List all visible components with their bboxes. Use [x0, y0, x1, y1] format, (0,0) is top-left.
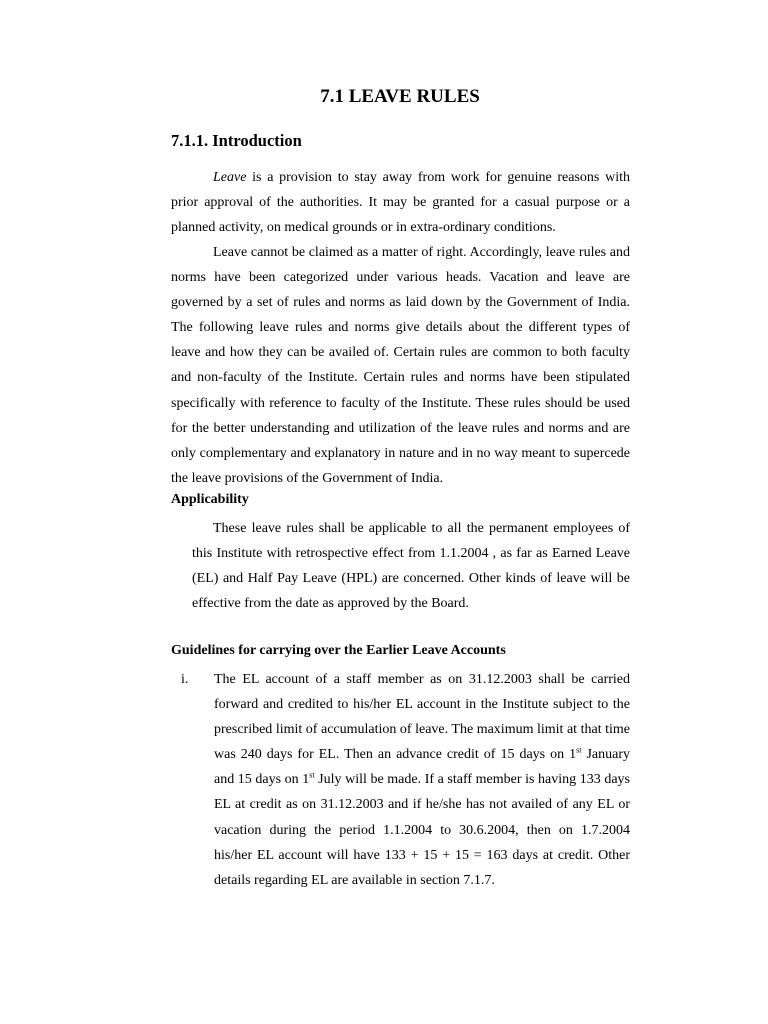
guidelines-heading: Guidelines for carrying over the Earlier Leave Accounts: [171, 643, 506, 658]
list-item-text-part-3: July will be made. If a staff member is having 133 days EL at credit as on 31.12.2003 and if he/she has not availed of any EL or vacation during the period 1.1.2004 to 30.6.2004, then on 1.7.2004 his/her EL account will have 133 + 15 + 15 = 163 days at credit. Other details regarding EL are available in section 7.1.7.: [214, 772, 630, 888]
list-marker: i.: [181, 672, 189, 687]
intro-paragraph-2: Leave cannot be claimed as a matter of right. Accordingly, leave rules and norms have been categorized under various heads. Vacation and leave are governed by a set of rules and norms as laid down by the Government of India. The following leave rules and norms give details about the different types of leave and how they can be availed of. Certain rules are common to both faculty and non-faculty of the Institute. Certain rules and norms have been stipulated specifically with reference to faculty of the Institute. These rules should be used for the better understanding and utilization of the leave rules and norms and are only complementary and explanatory in nature and in no way meant to supercede the leave provisions of the Government of India.: [171, 245, 630, 486]
ordinal-superscript: st: [576, 745, 582, 755]
list-item-text-part-1: The EL account of a staff member as on 31.12.2003 shall be carried forward and credited to his/her EL account in the Institute subject to the prescribed limit of accumulation of leave. The maximum limit at that time was 240 days for EL. Then an advance credit of 15 days on 1: [214, 672, 630, 763]
leave-term: Leave: [213, 170, 247, 185]
applicability-text: These leave rules shall be applicable to all the permanent employees of this Institute with retrospective effect from 1.1.2004 , as far as Earned Leave (EL) and Half Pay Leave (HPL) are concerned. Other kinds of leave will be effective from the date as approved by the Board.: [192, 521, 630, 612]
section-heading-introduction: 7.1.1. Introduction: [171, 131, 302, 150]
page-title: 7.1 LEAVE RULES: [320, 86, 480, 107]
applicability-heading: Applicability: [171, 492, 249, 507]
intro-paragraph-1-text: is a provision to stay away from work for genuine reasons with prior approval of the authorities. It may be granted for a casual purpose or a planned activity, on medical grounds or in extra-ordinary conditions.: [171, 170, 630, 236]
intro-paragraph-1: [171, 165, 630, 240]
list-item-text: [214, 667, 630, 893]
ordinal-superscript: st: [309, 770, 315, 780]
list-item-text-part-2: January and 15 days on 1: [214, 747, 630, 788]
